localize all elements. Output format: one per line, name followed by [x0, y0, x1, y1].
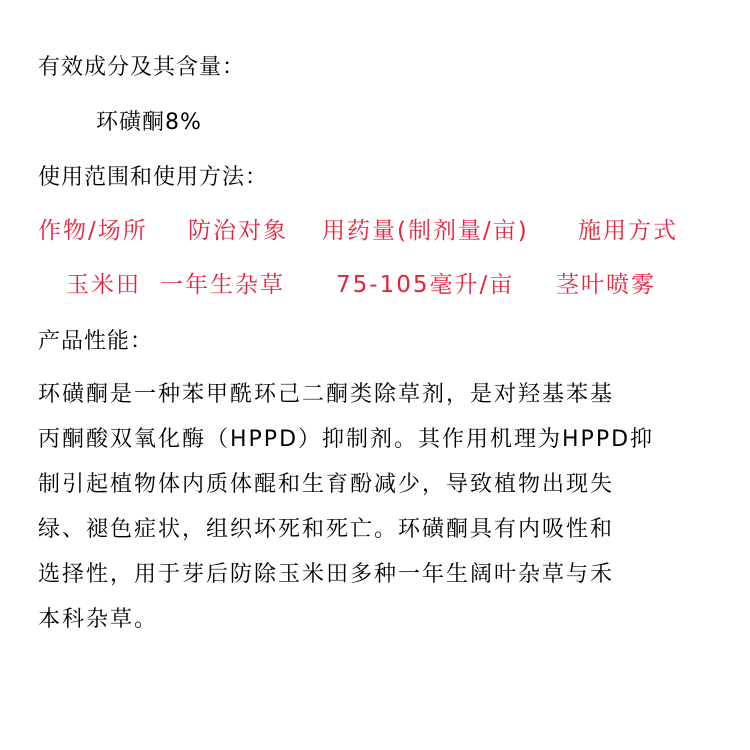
cell-method: 茎叶喷雾: [556, 272, 656, 298]
cell-crop: 玉米田: [66, 272, 141, 298]
paragraph-line: 丙酮酸双氧化酶（HPPD）抑制剂。其作用机理为HPPD抑: [38, 427, 655, 452]
paragraph-line: 制引起植物体内质体醌和生育酚减少，导致植物出现失: [38, 472, 615, 497]
paragraph-line: 本科杂草。: [38, 607, 159, 632]
cell-target: 一年生杂草: [160, 272, 285, 298]
header-dosage: 用药量(制剂量/亩): [322, 218, 529, 244]
ingredient-item: 环磺酮8%: [96, 110, 202, 135]
paragraph-line: 环磺酮是一种苯甲酰环己二酮类除草剂，是对羟基苯基: [38, 382, 615, 407]
header-crop: 作物/场所: [38, 218, 148, 244]
ingredients-heading: 有效成分及其含量：: [38, 55, 246, 80]
usage-heading: 使用范围和使用方法：: [38, 165, 269, 190]
cell-dosage: 75-105毫升/亩: [336, 272, 515, 298]
header-target: 防治对象: [188, 218, 288, 244]
performance-heading: 产品性能：: [38, 329, 154, 354]
paragraph-line: 绿、褪色症状，组织坏死和死亡。环磺酮具有内吸性和: [38, 517, 615, 542]
paragraph-line: 选择性，用于芽后防除玉米田多种一年生阔叶杂草与禾: [38, 562, 615, 587]
header-method: 施用方式: [578, 218, 678, 244]
performance-paragraph: [38, 372, 718, 642]
